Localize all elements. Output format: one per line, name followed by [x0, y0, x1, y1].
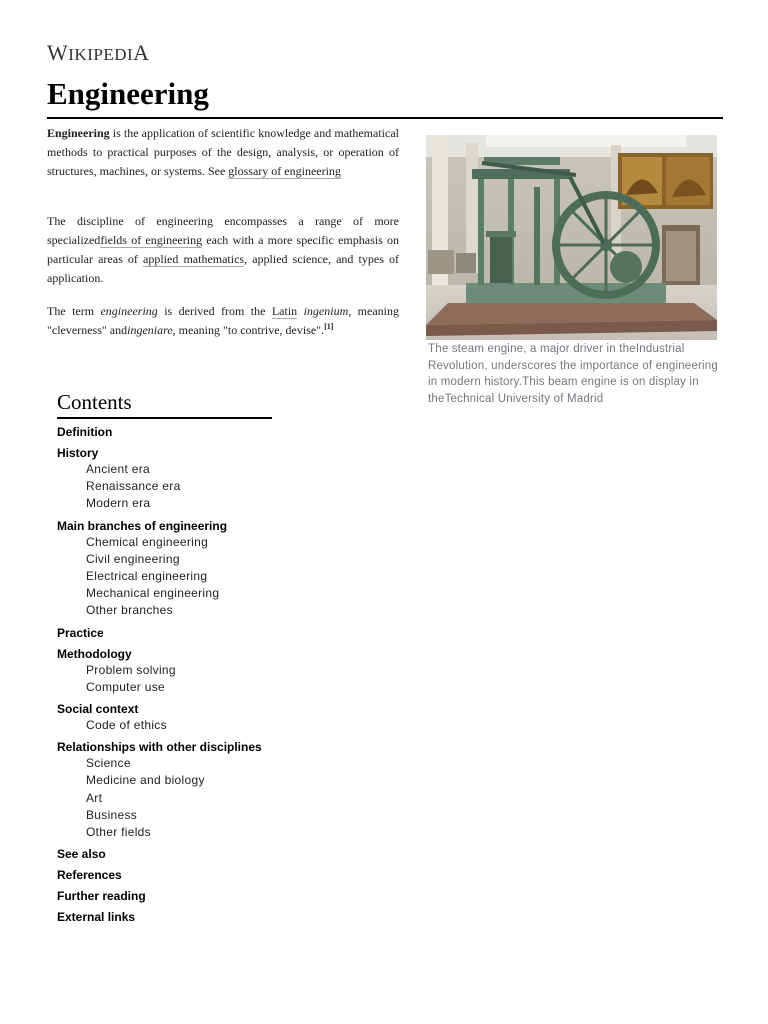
toc-subitem[interactable]: Problem solving	[86, 662, 176, 677]
toc-subitem[interactable]: Medicine and biology	[86, 773, 205, 788]
wordmark-cap-w: W	[47, 40, 69, 65]
glossary-link[interactable]: glossary of engineering	[228, 164, 341, 178]
steam-engine-illustration	[426, 135, 717, 340]
toc-item[interactable]: Main branches of engineering	[57, 518, 228, 533]
toc-item[interactable]: History	[57, 446, 99, 460]
title-divider	[47, 117, 723, 119]
p2-text-2: each with a more specific emphasis on particular areas of	[47, 233, 399, 266]
toc-subitem[interactable]: Mechanical engineering	[86, 586, 220, 601]
toc-section	[57, 867, 272, 883]
toc-subitem[interactable]: Modern era	[86, 496, 151, 511]
p1-text-1: is the application of scientific knowledge and mathematical methods to practical purposes of the design, analysis, or operation of structures, machines, or systems. See	[47, 126, 399, 178]
p3-text-2: is derived from the	[157, 304, 272, 318]
toc-heading: Contents	[57, 390, 132, 414]
toc-item[interactable]: Relationships with other disciplines	[57, 740, 262, 755]
steam-engine-image[interactable]	[426, 135, 717, 340]
wordmark-cap-a: A	[133, 40, 150, 65]
toc-item[interactable]: Further reading	[57, 889, 146, 904]
fields-of-engineering-link[interactable]: fields of engineering	[100, 233, 203, 247]
intro-paragraph-2	[47, 212, 399, 288]
toc-section	[57, 625, 272, 641]
toc-section	[57, 909, 272, 925]
toc-section	[57, 846, 272, 862]
toc-section	[57, 424, 272, 440]
reference-1[interactable]: [1]	[324, 322, 334, 331]
toc-section	[57, 646, 272, 696]
toc-section	[57, 739, 272, 841]
toc-section	[57, 445, 272, 513]
toc-subitem[interactable]: Chemical engineering	[86, 534, 209, 549]
toc-subitem[interactable]: Other branches	[86, 603, 173, 618]
toc-subitem[interactable]: Science	[86, 756, 131, 771]
table-of-contents	[57, 390, 272, 925]
toc-item[interactable]: Social context	[57, 702, 139, 717]
p3-text-1: The term	[47, 304, 101, 318]
p3-text-5: , meaning "to contrive, devise".	[172, 323, 325, 337]
p3-em-2: ingenium	[303, 304, 349, 318]
toc-subitem[interactable]: Renaissance era	[86, 479, 181, 494]
p2-text-3: , applied science, and types of application.	[47, 252, 399, 285]
toc-item[interactable]: External links	[57, 910, 136, 925]
p3-em-3: ingeniare	[127, 323, 173, 337]
toc-subitem[interactable]: Civil engineering	[86, 551, 180, 566]
intro-paragraph-1	[47, 124, 399, 181]
toc-subitem[interactable]: Other fields	[86, 825, 151, 840]
p3-em-1: engineering	[100, 304, 158, 318]
toc-subitem[interactable]: Computer use	[86, 679, 165, 694]
toc-subitem[interactable]: Art	[86, 790, 103, 805]
wikipedia-wordmark[interactable]	[47, 40, 150, 66]
toc-item[interactable]: Definition	[57, 425, 113, 439]
toc-item[interactable]: References	[57, 868, 122, 883]
toc-subitem[interactable]: Business	[86, 807, 138, 822]
p2-text-1: The discipline of engineering encompasses a range of more specialized	[47, 214, 399, 247]
toc-item[interactable]: Methodology	[57, 646, 132, 661]
intro-paragraph-3	[47, 302, 399, 340]
term-bold: Engineering	[47, 126, 110, 140]
page-title: Engineering	[47, 76, 209, 111]
p3-text-4: , meaning "cleverness" and	[47, 304, 399, 337]
toc-section	[57, 518, 272, 620]
toc-divider	[57, 417, 272, 419]
latin-link[interactable]: Latin	[271, 304, 298, 318]
toc-subitem[interactable]: Code of ethics	[86, 718, 167, 733]
toc-list	[57, 424, 272, 925]
toc-section	[57, 888, 272, 904]
toc-subitem[interactable]: Ancient era	[86, 462, 151, 476]
toc-item[interactable]: Practice	[57, 625, 104, 640]
wordmark-rest: IKIPEDI	[68, 45, 134, 64]
toc-section	[57, 701, 272, 734]
toc-subitem[interactable]: Electrical engineering	[86, 569, 208, 584]
figure-caption: The steam engine, a major driver in theIndustrial Revolution, underscores the importance of engineering in modern history.This beam engine is on display in theTechnical University of Madrid	[428, 343, 718, 405]
applied-mathematics-link[interactable]: applied mathematics	[143, 252, 245, 266]
toc-item[interactable]: See also	[57, 847, 106, 862]
